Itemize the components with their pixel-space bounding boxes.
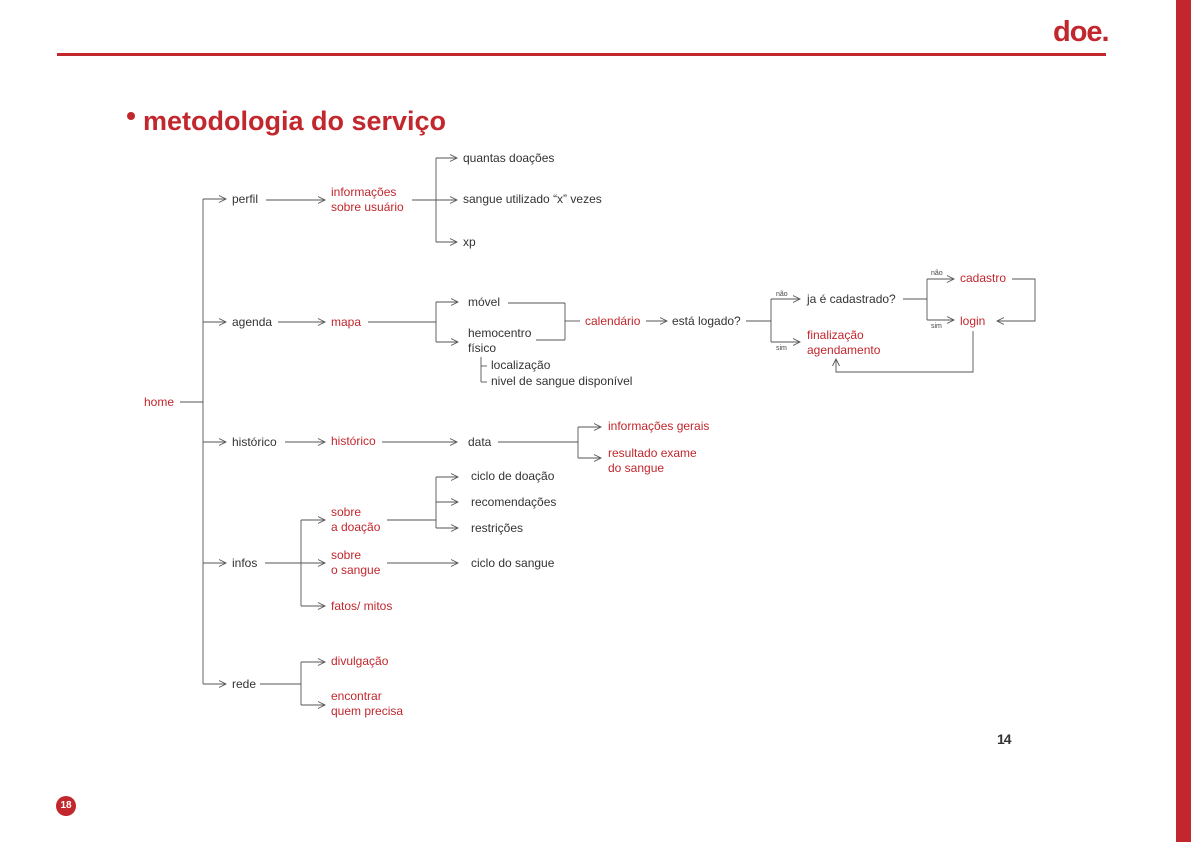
node-sobre-a-doacao [331,505,380,535]
node-informacoes-gerais: informações gerais [608,419,710,433]
node-esta-logado: está logado? [672,314,741,328]
node-finalizacao-agendamento [807,328,880,358]
node-movel: móvel [468,295,501,309]
node-label-line: do sangue [608,461,665,475]
node-calendario: calendário [585,314,641,328]
node-label-line: sobre [331,548,362,562]
node-label-line: hemocentro [468,326,532,340]
node-cadastro: cadastro [960,271,1007,285]
brand-logo: doe. [1053,16,1109,48]
node-historico: histórico [232,435,277,449]
node-nivel-sangue: nivel de sangue disponível [491,374,633,388]
node-divulgacao: divulgação [331,654,389,668]
drop-badge-icon: 18 [56,796,76,816]
node-label-line: finalização [807,328,864,342]
node-label-line: agendamento [807,343,881,357]
node-infos: infos [232,556,258,570]
node-data: data [468,435,492,449]
node-encontrar-quem-precisa [331,689,403,719]
node-label-line: físico [468,341,497,355]
node-ciclo-do-sangue: ciclo do sangue [471,556,555,570]
node-localizacao: localização [491,358,551,372]
node-label-line: quem precisa [331,704,404,718]
node-xp: xp [463,235,476,249]
node-informacoes-sobre-usuario [331,185,404,215]
node-label-line: encontrar [331,689,382,703]
edge-label-nao: não [776,291,788,298]
node-sangue-utilizado: sangue utilizado “x” vezes [463,192,602,206]
node-rede: rede [232,677,257,691]
node-label-line: o sangue [331,563,381,577]
node-mapa: mapa [331,315,362,329]
node-sobre-o-sangue [331,548,380,578]
node-ja-cadastrado: ja é cadastrado? [807,292,896,306]
node-ciclo-de-doacao: ciclo de doação [471,469,555,483]
node-fatos-mitos: fatos/ mitos [331,599,393,613]
node-hemocentro-fisico [468,326,531,356]
node-agenda: agenda [232,315,273,329]
node-resultado-exame [608,446,697,476]
edge-label-sim: sim [776,345,787,352]
page-number: 14 [997,731,1011,747]
node-restricoes: restrições [471,521,524,535]
edge-label-sim: sim [931,323,942,330]
node-label-line: informações [331,185,397,199]
page-title: metodologia do serviço [143,106,447,136]
node-perfil: perfil [232,192,259,206]
node-recomendacoes: recomendações [471,495,557,509]
node-historico-sub: histórico [331,434,376,448]
node-quantas-doacoes: quantas doações [463,151,555,165]
node-login: login [960,314,986,328]
node-label-line: a doação [331,520,381,534]
node-home: home [144,395,175,409]
node-label-line: resultado exame [608,446,697,460]
node-label-line: sobre [331,505,362,519]
node-label-line: sobre usuário [331,200,404,214]
edge-label-nao: não [931,270,943,277]
